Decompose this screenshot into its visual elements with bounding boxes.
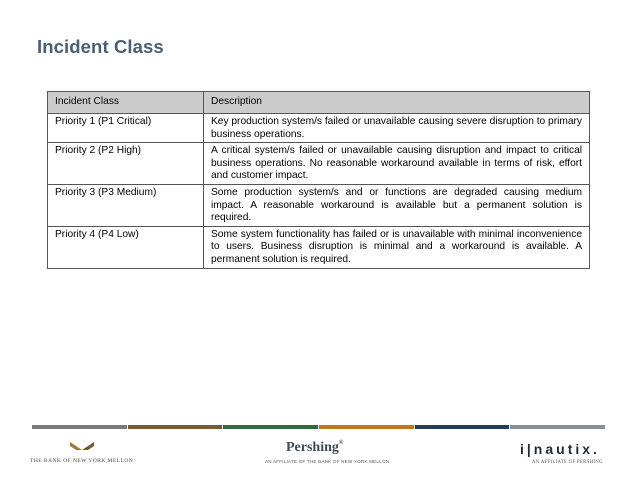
stripe-segment xyxy=(128,425,223,429)
description-cell: Some system functionality has failed or is unavailable with minimal inconvenience to users. Business disruption is minimal and a workaround is available. A permanent solution is required. xyxy=(204,226,590,268)
table-row xyxy=(48,184,590,226)
incident-class-table xyxy=(47,91,590,269)
stripe-segment xyxy=(319,425,414,429)
pershing-tagline: AN AFFILIATE OF THE BANK OF NEW YORK MELLON xyxy=(265,459,390,464)
description-cell: Key production system/s failed or unavailable causing severe disruption to primary business operations. xyxy=(204,114,590,143)
table-row xyxy=(48,226,590,268)
stripe-segment xyxy=(223,425,318,429)
incident-class-cell: Priority 2 (P2 High) xyxy=(48,143,204,185)
description-cell: A critical system/s failed or unavailable causing disruption and impact to critical business operations. No reasonable workaround available in terms of risk, effort and customer impact. xyxy=(204,143,590,185)
incident-class-cell: Priority 1 (P1 Critical) xyxy=(48,114,204,143)
bnym-logo-icon xyxy=(30,440,140,470)
stripe-segment xyxy=(510,425,605,429)
inautix-tagline: AN AFFILIATE OF PERSHING xyxy=(532,460,603,465)
bnym-logo-text: THE BANK OF NEW YORK MELLON xyxy=(30,458,134,464)
incident-class-cell: Priority 4 (P4 Low) xyxy=(48,226,204,268)
registered-mark: ® xyxy=(338,440,344,446)
pershing-logo xyxy=(286,440,343,456)
column-header-incident-class: Incident Class xyxy=(48,92,204,114)
inautix-logo: i|nautix. xyxy=(520,441,600,457)
table-header-row xyxy=(48,92,590,114)
stripe-segment xyxy=(415,425,510,429)
stripe-segment xyxy=(32,425,127,429)
table-row xyxy=(48,114,590,143)
pershing-logo-text: Pershing xyxy=(286,440,339,455)
table-row xyxy=(48,143,590,185)
description-cell: Some production system/s and or functions are degraded causing medium impact. A reasonable workaround is available but a permanent solution is required. xyxy=(204,184,590,226)
incident-class-cell: Priority 3 (P3 Medium) xyxy=(48,184,204,226)
column-header-description: Description xyxy=(204,92,590,114)
page-title: Incident Class xyxy=(37,36,164,57)
